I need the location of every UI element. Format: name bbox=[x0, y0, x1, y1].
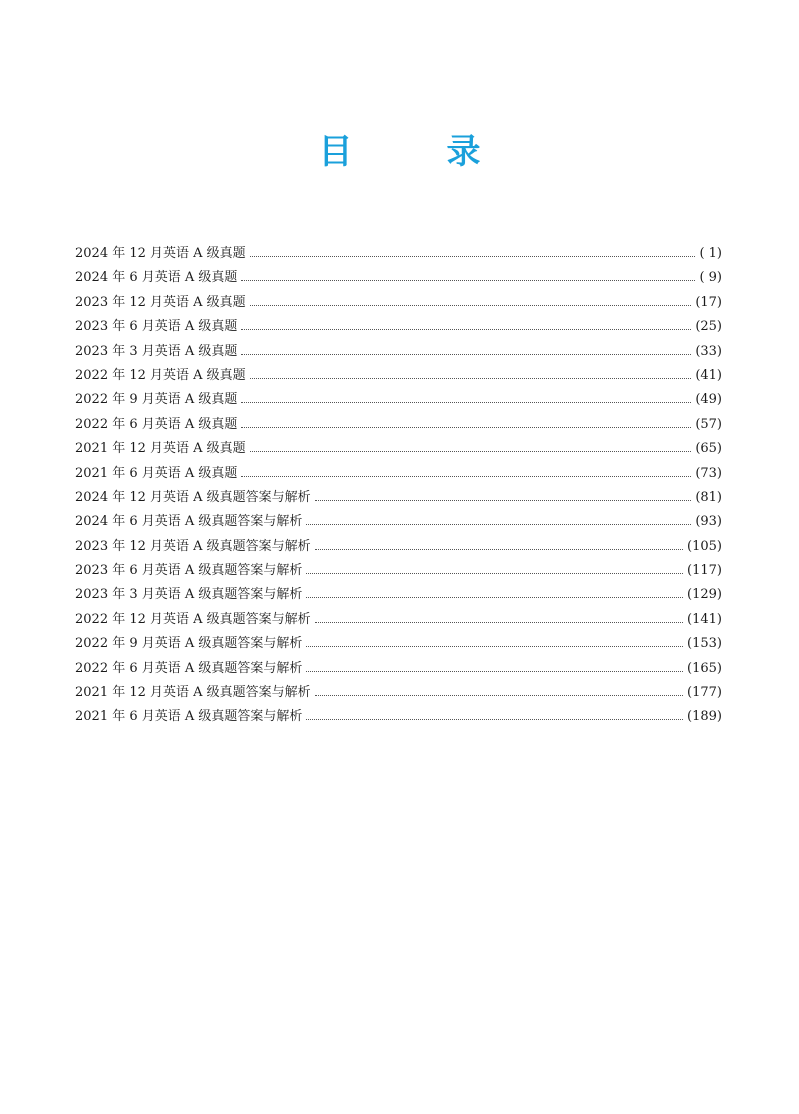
toc-entry[interactable] bbox=[75, 657, 722, 681]
toc-entry-label: 2023 年 6 月英语 A 级真题 bbox=[75, 319, 238, 335]
toc-entry[interactable] bbox=[75, 681, 722, 705]
page-title: 目 录 bbox=[318, 132, 511, 172]
toc-entry-label: 2022 年 6 月英语 A 级真题答案与解析 bbox=[75, 660, 303, 676]
toc-entry[interactable] bbox=[75, 583, 722, 607]
toc-entry-label: 2024 年 12 月英语 A 级真题 bbox=[75, 246, 246, 261]
toc-entry-label: 2022 年 12 月英语 A 级真题答案与解析 bbox=[75, 611, 311, 627]
dot-leader bbox=[250, 451, 692, 452]
dot-leader bbox=[306, 573, 683, 574]
toc-entry-page: (117) bbox=[687, 563, 722, 579]
toc-entry[interactable] bbox=[75, 510, 722, 534]
toc-entry-label: 2023 年 3 月英语 A 级真题答案与解析 bbox=[75, 587, 303, 603]
toc-entry-label: 2021 年 6 月英语 A 级真题 bbox=[75, 465, 238, 481]
toc-entry-label: 2022 年 6 月英语 A 级真题 bbox=[75, 416, 238, 432]
toc-entry[interactable] bbox=[75, 340, 722, 364]
toc-entry[interactable] bbox=[75, 413, 722, 437]
toc-entry-page: (153) bbox=[687, 636, 722, 652]
toc-entry[interactable] bbox=[75, 608, 722, 632]
dot-leader bbox=[250, 305, 692, 306]
toc-entry[interactable] bbox=[75, 364, 722, 388]
dot-leader bbox=[241, 354, 691, 355]
toc-entry-label: 2022 年 9 月英语 A 级真题 bbox=[75, 392, 238, 408]
dot-leader bbox=[241, 427, 691, 428]
dot-leader bbox=[315, 695, 683, 696]
dot-leader bbox=[241, 402, 691, 403]
dot-leader bbox=[306, 597, 683, 598]
toc-entry-label: 2024 年 6 月英语 A 级真题答案与解析 bbox=[75, 514, 303, 530]
dot-leader bbox=[306, 719, 683, 720]
dot-leader bbox=[315, 500, 692, 501]
toc-entry[interactable] bbox=[75, 559, 722, 583]
toc-entry-page: (57) bbox=[695, 416, 722, 432]
toc-entry-label: 2023 年 12 月英语 A 级真题 bbox=[75, 294, 246, 310]
dot-leader bbox=[315, 622, 683, 623]
dot-leader bbox=[241, 476, 691, 477]
toc-entry-page: (141) bbox=[687, 611, 722, 627]
toc-entry[interactable] bbox=[75, 242, 722, 266]
toc-list bbox=[75, 242, 722, 730]
toc-entry-page: ( 1) bbox=[699, 246, 722, 261]
toc-entry-page: (49) bbox=[695, 392, 722, 408]
toc-entry-page: ( 9) bbox=[699, 270, 722, 286]
toc-entry-page: (73) bbox=[695, 465, 722, 481]
dot-leader bbox=[306, 524, 691, 525]
toc-entry[interactable] bbox=[75, 437, 722, 461]
dot-leader bbox=[306, 646, 683, 647]
toc-entry-page: (165) bbox=[687, 660, 722, 676]
toc-entry-page: (25) bbox=[695, 319, 722, 335]
toc-entry[interactable] bbox=[75, 266, 722, 290]
dot-leader bbox=[241, 280, 695, 281]
toc-entry-page: (129) bbox=[687, 587, 722, 603]
dot-leader bbox=[250, 256, 696, 257]
toc-entry[interactable] bbox=[75, 462, 722, 486]
toc-entry[interactable] bbox=[75, 315, 722, 339]
toc-entry-page: (81) bbox=[695, 489, 722, 505]
toc-entry-page: (189) bbox=[687, 709, 722, 725]
toc-entry-page: (105) bbox=[687, 538, 722, 554]
toc-entry-label: 2021 年 12 月英语 A 级真题 bbox=[75, 441, 246, 457]
toc-entry-label: 2021 年 6 月英语 A 级真题答案与解析 bbox=[75, 709, 303, 725]
toc-entry-page: (93) bbox=[695, 514, 722, 530]
toc-entry[interactable] bbox=[75, 291, 722, 315]
toc-entry-label: 2023 年 3 月英语 A 级真题 bbox=[75, 343, 238, 359]
toc-entry-label: 2022 年 12 月英语 A 级真题 bbox=[75, 367, 246, 383]
dot-leader bbox=[250, 378, 692, 379]
toc-entry-page: (41) bbox=[695, 367, 722, 383]
toc-entry-label: 2024 年 12 月英语 A 级真题答案与解析 bbox=[75, 489, 311, 505]
toc-entry-label: 2022 年 9 月英语 A 级真题答案与解析 bbox=[75, 636, 303, 652]
toc-entry[interactable] bbox=[75, 535, 722, 559]
toc-entry-label: 2021 年 12 月英语 A 级真题答案与解析 bbox=[75, 685, 311, 701]
toc-entry-label: 2023 年 6 月英语 A 级真题答案与解析 bbox=[75, 563, 303, 579]
toc-entry[interactable] bbox=[75, 388, 722, 412]
toc-entry-page: (65) bbox=[695, 441, 722, 457]
dot-leader bbox=[315, 549, 683, 550]
toc-entry-label: 2024 年 6 月英语 A 级真题 bbox=[75, 270, 238, 286]
toc-entry[interactable] bbox=[75, 705, 722, 729]
toc-entry-page: (17) bbox=[695, 294, 722, 310]
dot-leader bbox=[241, 329, 691, 330]
toc-entry[interactable] bbox=[75, 486, 722, 510]
toc-entry-label: 2023 年 12 月英语 A 级真题答案与解析 bbox=[75, 538, 311, 554]
toc-entry-page: (177) bbox=[687, 685, 722, 701]
dot-leader bbox=[306, 671, 683, 672]
toc-entry[interactable] bbox=[75, 632, 722, 656]
toc-entry-page: (33) bbox=[695, 343, 722, 359]
